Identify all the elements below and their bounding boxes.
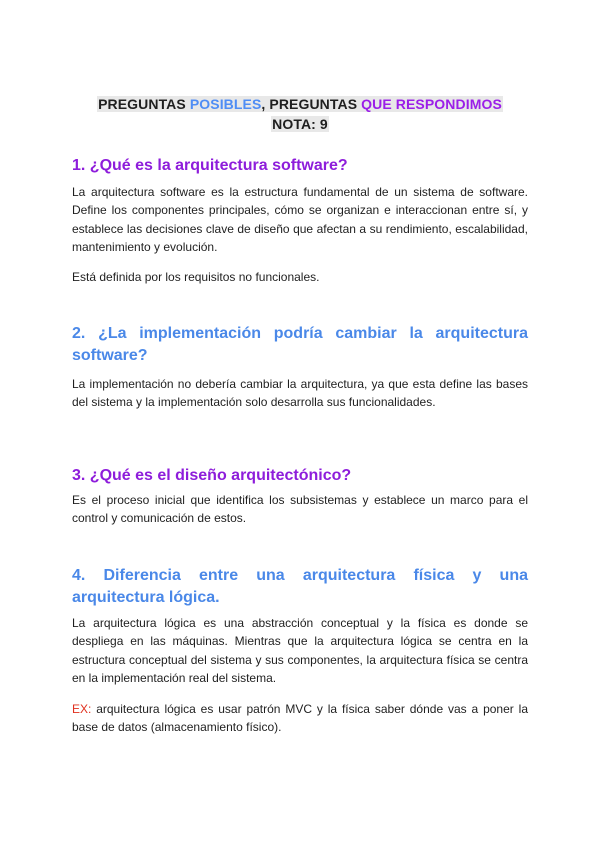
question-3-answer: Es el proceso inicial que identifica los subsistemas y establece un marco para el control y comunicación de estos. <box>72 493 528 526</box>
header-grade: NOTA: 9 <box>272 116 328 132</box>
question-4-answer: La arquitectura lógica es una abstracción conceptual y la física es donde se despliega en las máquinas. Mientras que la arquitectura lógica se centra en la estructura conceptual del sistema y sus componentes, la arquitectura física se centra en la implementación real del sistema. <box>72 616 528 685</box>
header-text-que-respondimos: QUE RESPONDIMOS <box>361 96 502 112</box>
question-2-title: 2. ¿La implementación podría cambiar la arquitectura software? <box>72 325 528 364</box>
header-title-line <box>0 94 600 114</box>
question-4-title <box>72 565 528 609</box>
question-4-title-line-2: arquitectura lógica. <box>72 589 220 606</box>
question-1-answer: La arquitectura software es la estructura fundamental de un sistema de software. Define los componentes principales, cómo se organizan e interaccionan entre sí, y establece las decisiones clave de diseño que afectan a su rendimiento, escalabilidad, mantenimiento y evolución. <box>72 185 528 254</box>
header-grade-line <box>0 114 600 134</box>
question-3-title: 3. ¿Qué es el diseño arquitectónico? <box>72 467 352 484</box>
header-highlight <box>97 96 503 112</box>
question-2-answer: La implementación no debería cambiar la arquitectura, ya que esta define las bases del sistema y la implementación solo desarrolla sus funcionalidades. <box>72 377 528 410</box>
document-header <box>0 94 600 134</box>
header-text-preguntas-2: , PREGUNTAS <box>261 96 362 112</box>
header-text-preguntas: PREGUNTAS <box>98 96 190 112</box>
question-4-title-line-1: 4. Diferencia entre una arquitectura física y una <box>72 567 528 584</box>
example-label: EX: <box>72 702 92 716</box>
question-1-note: Está definida por los requisitos no funcionales. <box>72 270 320 284</box>
header-text-posibles: POSIBLES <box>189 96 262 112</box>
example-text: arquitectura lógica es usar patrón MVC y la física saber dónde vas a poner la base de datos (almacenamiento físico). <box>72 702 528 735</box>
question-1-title: 1. ¿Qué es la arquitectura software? <box>72 157 348 174</box>
question-4-example <box>72 700 528 737</box>
